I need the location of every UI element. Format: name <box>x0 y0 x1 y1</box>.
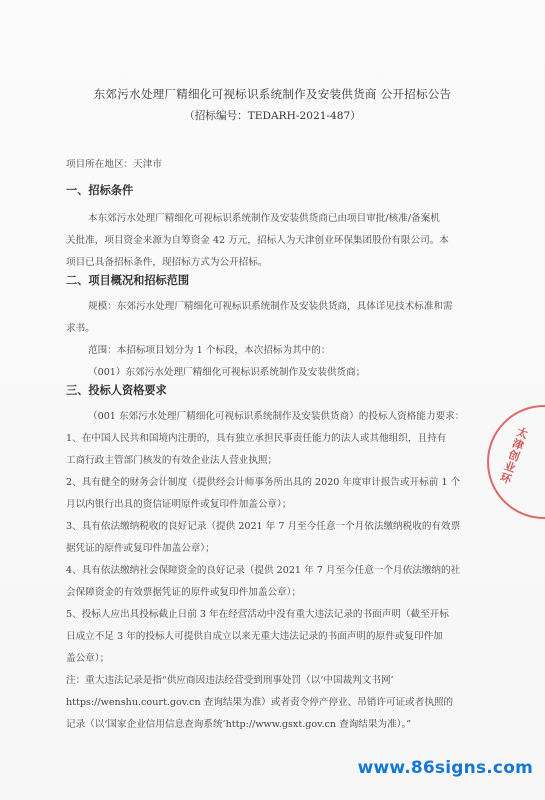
section-3-heading: 三、投标人资格要求 <box>66 384 167 397</box>
project-location: 项目所在地区：天津市 <box>66 159 162 170</box>
s1-line-3: 项目已具备招标条件，现招标方式为公开招标。 <box>66 257 268 268</box>
s3-line-5: 月以内银行出具的资信证明原件或复印件加盖公章）； <box>66 499 292 510</box>
s3-line-10: 5、投标人应出具投标截止日前 3 年在经营活动中没有重大违法记录的书面声明（截至开标 <box>66 609 449 620</box>
s2-line-2: 求书。 <box>66 323 95 334</box>
section-2-heading: 二、项目概况和招标范围 <box>66 274 190 287</box>
s1-line-2: 关批准，项目资金来源为自筹资金 42 万元，招标人为天津创业环保集团股份有限公司。本 <box>66 235 449 246</box>
s3-line-6: 3、具有依法缴纳税收的良好记录（提供 2021 年 7 月至今任意一个月依法缴纳税收的有效票 <box>66 521 461 532</box>
s3-line-13: 注：重大违法记录是指“供应商因违法经营受到刑事处罚（以‘中国裁判文书网’ <box>66 675 394 686</box>
company-seal-text: 太津创业环 <box>498 425 530 487</box>
s3-line-3: 工商行政主管部门核发的有效企业法人营业执照； <box>66 455 278 466</box>
s3-line-15: 记录（以‘国家企业信用信息查询系统’http://www.gsxt.gov.cn 查询结果为准）。” <box>66 719 412 730</box>
s3-line-14: https://wenshu.court.gov.cn 查询结果为准）或者责令停产停业、吊销许可证或者执照的 <box>66 697 454 708</box>
s2-line-4: （001）东郊污水处理厂精细化可视标识系统制作及安装供货商； <box>88 367 366 378</box>
site-watermark: www.86signs.com <box>357 758 533 778</box>
s3-line-4: 2、具有健全的财务会计制度（提供经会计师事务所出具的 2020 年度审计报告或开标前 1 个 <box>66 477 461 488</box>
s3-line-12: 盖公章）； <box>66 653 110 664</box>
s3-line-9: 会保障资金的有效票据凭证的原件或复印件加盖公章）； <box>66 587 302 598</box>
s3-line-7: 据凭证的原件或复印件加盖公章）； <box>66 543 215 554</box>
s3-line-2: 1、在中国人民共和国境内注册的，具有独立承担民事责任能力的法人或其他组织，且持有 <box>66 433 447 444</box>
section-1-heading: 一、招标条件 <box>66 184 134 197</box>
page-title: 东郊污水处理厂精细化可视标识系统制作及安装供货商 公开招标公告 <box>93 87 452 101</box>
s1-line-1: 本东郊污水处理厂精细化可视标识系统制作及安装供货商已由项目审批/核准/备案机 <box>88 213 440 224</box>
s3-line-1: （001 东郊污水处理厂精细化可视标识系统制作及安装供货商）的投标人资格能力要求： <box>88 411 465 422</box>
s2-line-1: 规模：东郊污水处理厂精细化可视标识系统制作及安装供货商，具体详见技术标准和需 <box>88 301 453 312</box>
tender-number: （招标编号：TEDARH-2021-487） <box>184 110 361 122</box>
s3-line-11: 日成立不足 3 年的投标人可提供自成立以来无重大违法记录的书面声明的原件或复印件加 <box>66 631 443 642</box>
s3-line-8: 4、具有依法缴纳社会保障资金的良好记录（提供 2021 年 7 月至今任意一个月依法缴纳的社 <box>66 565 461 576</box>
s2-line-3: 范围：本招标项目划分为 1 个标段，本次招标为其中的： <box>88 345 331 356</box>
